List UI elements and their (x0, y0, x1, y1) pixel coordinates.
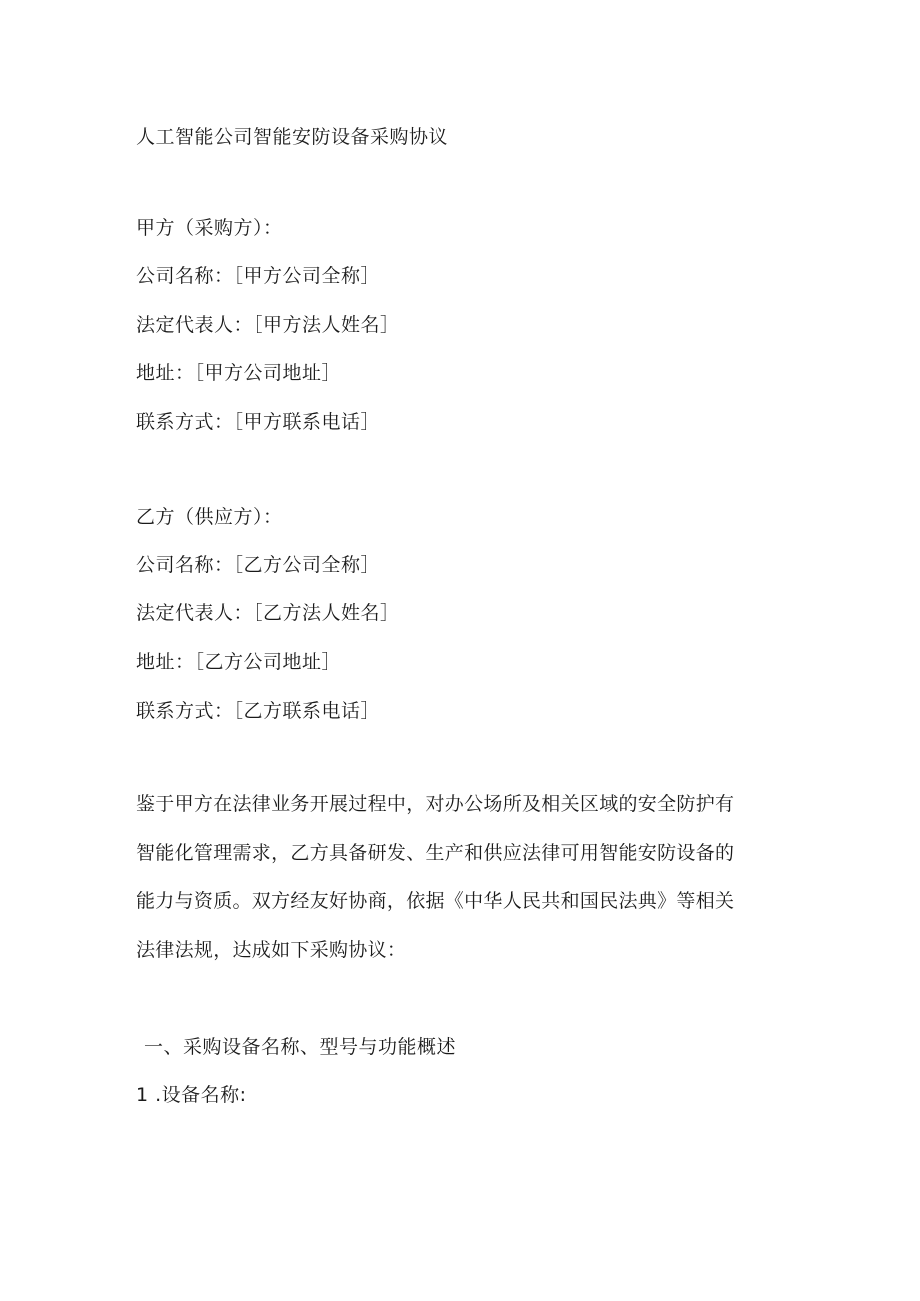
preamble-paragraph (136, 780, 776, 974)
party-b-company-name: 公司名称：［乙方公司全称］ (136, 554, 381, 576)
party-b-legal-rep: 法定代表人：［乙方法人姓名］ (136, 602, 400, 624)
party-a-company-name: 公司名称：［甲方公司全称］ (136, 265, 381, 287)
party-b-address: 地址：［乙方公司地址］ (136, 651, 342, 673)
party-a-contact: 联系方式：［甲方联系电话］ (136, 411, 381, 433)
party-b-heading: 乙方（供应方）： (136, 506, 283, 528)
preamble-line: 智能化管理需求，乙方具备研发、生产和供应法律可用智能安防设备的 (136, 841, 735, 864)
document-title: 人工智能公司智能安防设备采购协议 (136, 126, 449, 148)
party-a-legal-rep: 法定代表人：［甲方法人姓名］ (136, 314, 400, 336)
preamble-line: 法律法规，达成如下采购协议： (136, 938, 407, 961)
section-1-heading: 一、采购设备名称、型号与功能概述 (144, 1036, 457, 1058)
preamble-line: 鉴于甲方在法律业务开展过程中，对办公场所及相关区域的安全防护有 (136, 793, 735, 815)
item-1-label: 1 .设备名称: (136, 1084, 247, 1106)
party-a-address: 地址：［甲方公司地址］ (136, 362, 342, 384)
party-b-contact: 联系方式：［乙方联系电话］ (136, 700, 381, 722)
preamble-line: 能力与资质。双方经友好协商，依据《中华人民共和国民法典》等相关 (136, 890, 735, 912)
party-a-heading: 甲方（采购方）： (136, 217, 283, 239)
